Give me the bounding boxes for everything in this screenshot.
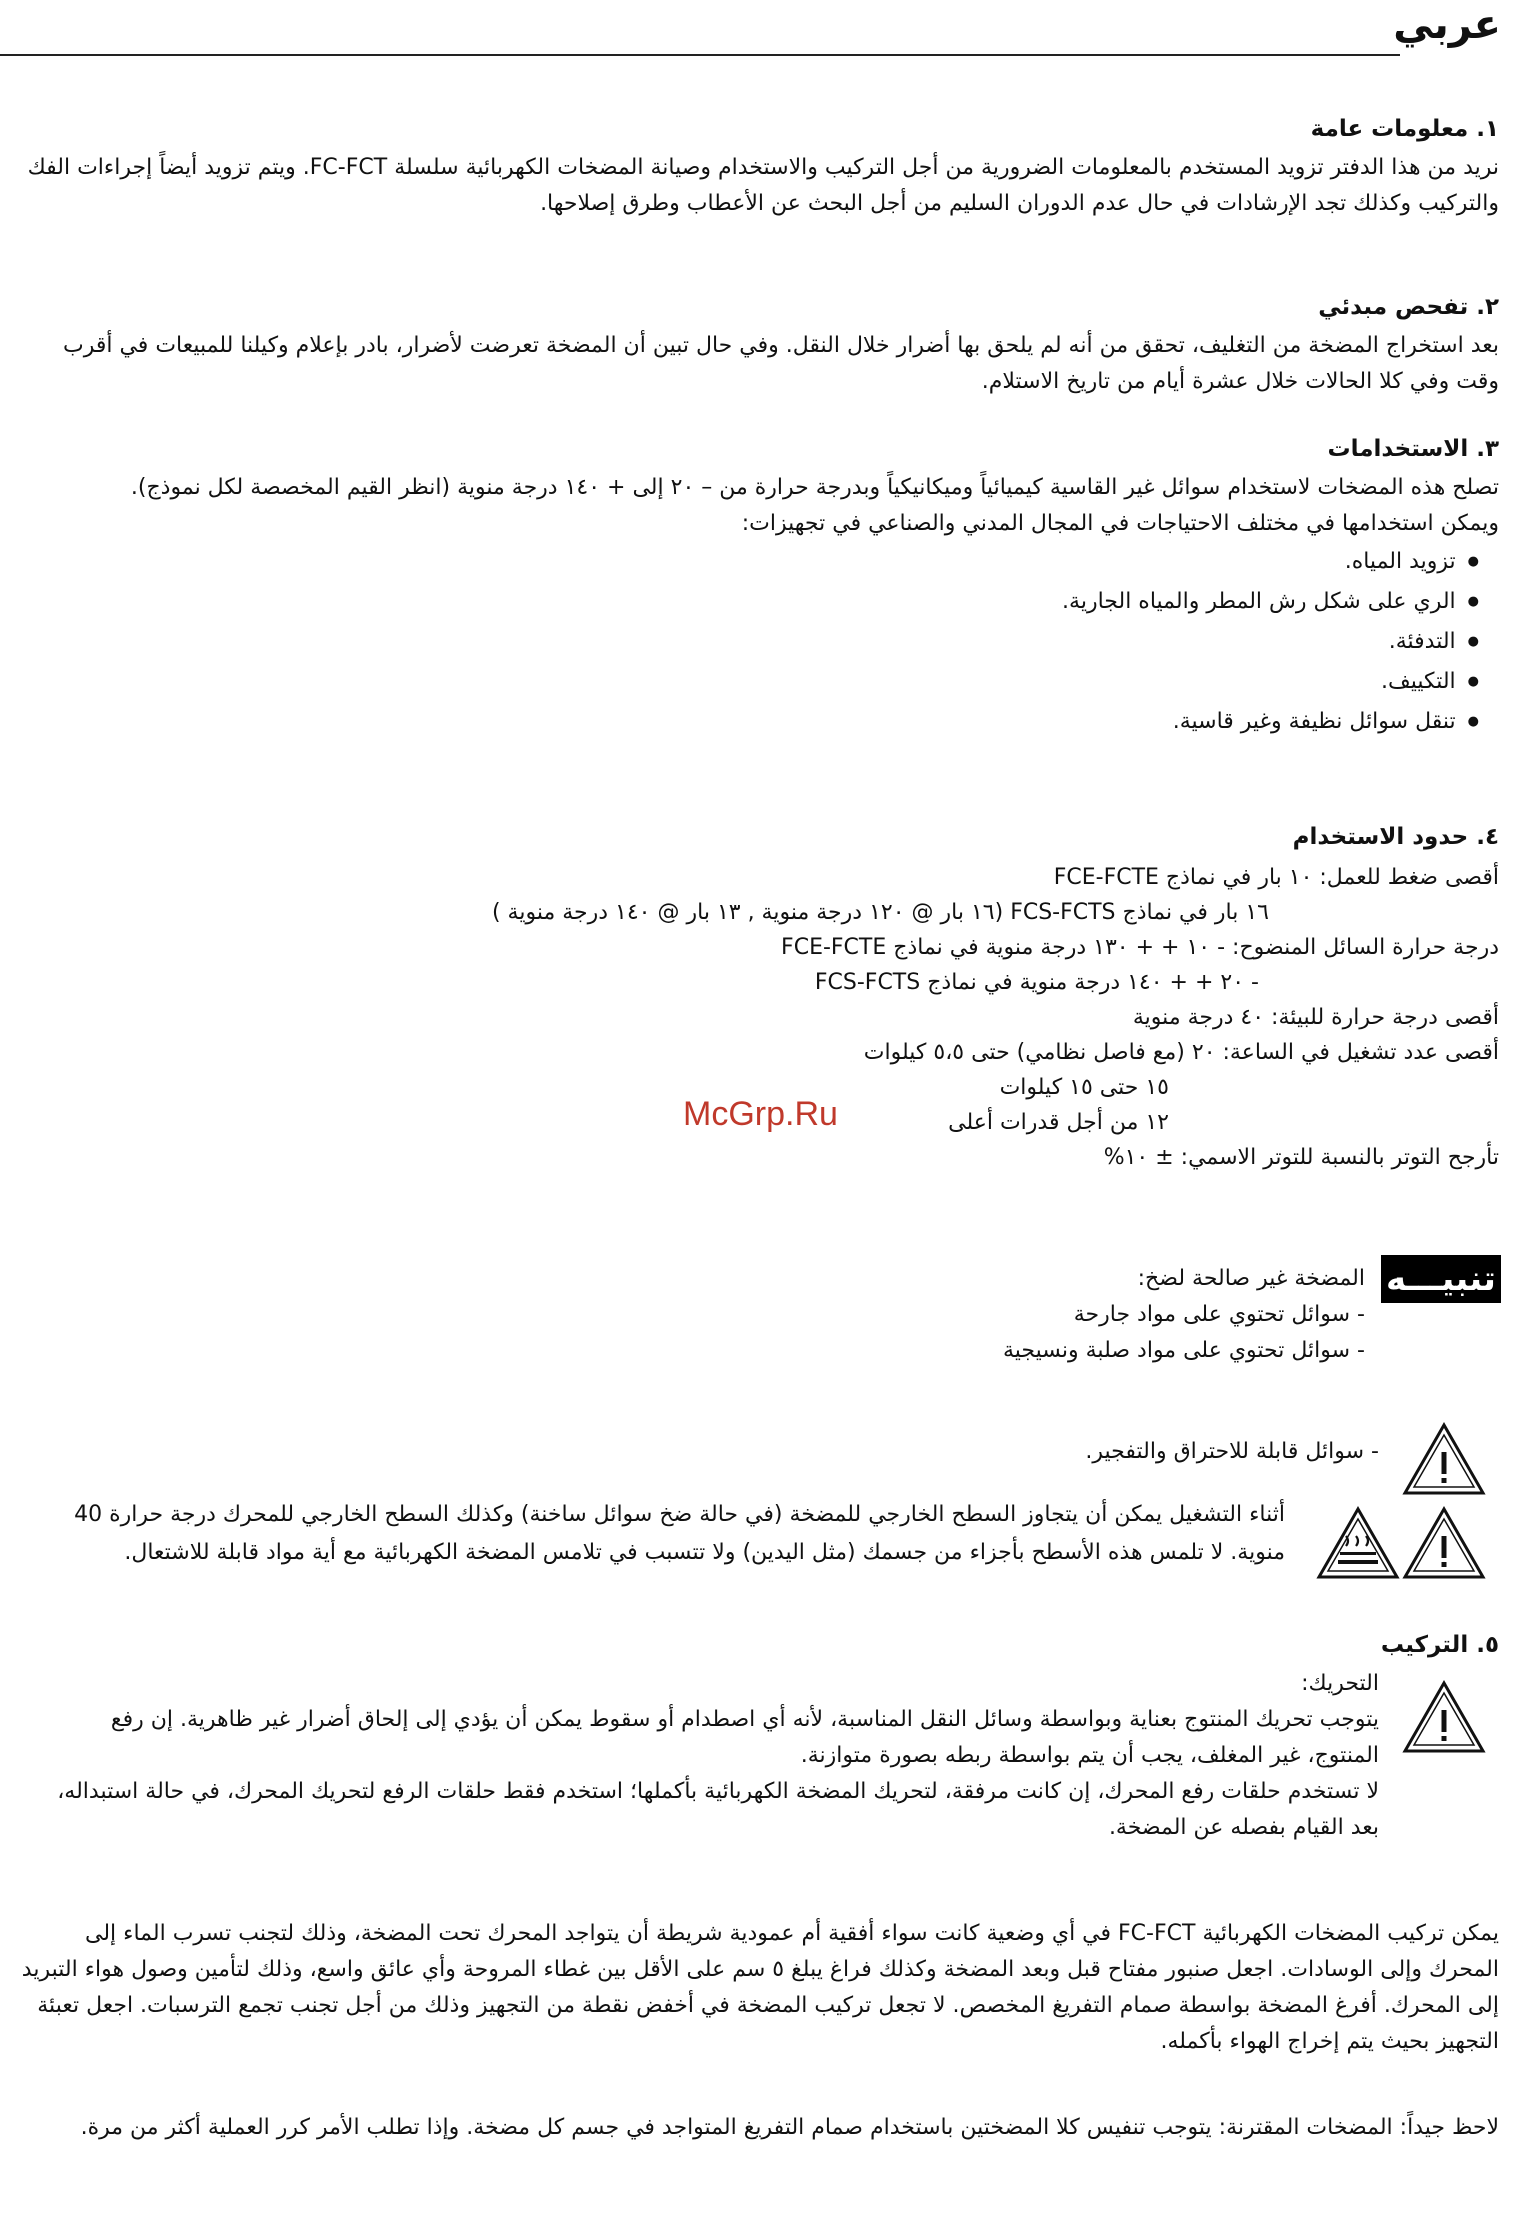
limit-line: ١٦ بار في نماذج FCS-FCTS (١٦ بار @ ١٢٠ درجة منوية , ١٣ بار @ ١٤٠ درجة منوية )	[491, 900, 1269, 925]
list-item: ● الري على شكل رش المطر والمياه الجارية.	[19, 582, 1479, 622]
section-uses	[19, 432, 1499, 742]
list-item: ● تزويد المياه.	[19, 542, 1479, 582]
caution-badge: تنبيـــه	[1381, 1255, 1501, 1303]
section-body: تصلح هذه المضخات لاستخدام سوائل غير القاسية كيميائياً وميكانيكياً وبدرجة حرارة من – ٢٠ إلى + ١٤٠ درجة منوية (انظر القيم المخصصة لكل نموذج).	[130, 475, 1499, 500]
caution-line: - سوائل تحتوي على مواد جارحة	[1073, 1302, 1365, 1327]
list-item: ● التكييف.	[19, 662, 1479, 702]
section-title: ٥. التركيب	[1380, 1632, 1499, 1658]
limit-line: أقصى عدد تشغيل في الساعة: ٢٠ (مع فاصل نظامي) حتى ٥،٥ كيلوات	[863, 1040, 1499, 1065]
limit-line: ١٥ حتى ١٥ كيلوات	[999, 1075, 1169, 1100]
watermark: McGrp.Ru	[683, 1095, 838, 1133]
section-body: بعد استخراج المضخة من التغليف، تحقق من أنه لم يلحق بها أضرار خلال النقل. وفي حال تبين أن المضخة تعرضت لأضرار، بادر بإعلام وكيلنا للمبيعات في أقرب وقت وفي كلا الحالات خلال عشرة أيام من تاريخ الاستلام.	[63, 333, 1499, 394]
section-installation-title-wrap	[19, 1628, 1499, 1666]
limit-line: تأرجح التوتر بالنسبة للتوتر الاسمي: ± ١٠%	[1103, 1145, 1499, 1170]
language-label: عربي	[1393, 2, 1501, 48]
limit-line: أقصى ضغط للعمل: ١٠ بار في نماذج FCE-FCTE	[1053, 865, 1499, 890]
moving-instructions	[39, 1666, 1379, 1846]
limit-line: درجة حرارة السائل المنضوح: - ١٠ + + ١٣٠ درجة منوية في نماذج FCE-FCTE	[781, 935, 1499, 960]
hot-surface-warning	[35, 1496, 1285, 1572]
warning-text: أثناء التشغيل يمكن أن يتجاوز السطح الخارجي للمضخة (في حالة ضخ سوائل ساخنة) وكذلك السطح الخارجي للمحرك درجة حرارة 40 منوية. لا تلمس هذه الأسطح بأجزاء من جسمك (مثل اليدين) ولا تتسبب في تلامس المضخة الكهربائية مع أية مواد قابلة للاشتعال.	[74, 1502, 1285, 1565]
limit-line: ١٢ من أجل قدرات أعلى	[948, 1110, 1169, 1135]
hot-surface-icon	[1316, 1506, 1400, 1580]
limit-line: أقصى درجة حرارة للبيئة: ٤٠ درجة منوية	[1132, 1005, 1499, 1030]
moving-text: يتوجب تحريك المنتوج بعناية وبواسطة وسائل النقل المناسبة، لأنه أي اصطدام أو سقوط يمكن أن يؤدي إلى إلحاق أضرار غير ظاهرية. إن رفع المنتوج، غير المغلف، يجب أن يتم بواسطة ربطه بصورة متوازنة.	[110, 1707, 1379, 1768]
limit-line: - ٢٠ + + ١٤٠ درجة منوية في نماذج FCS-FCTS	[814, 970, 1259, 995]
caution-line: المضخة غير صالحة لضخ:	[1137, 1266, 1365, 1291]
warning-triangle-icon	[1402, 1506, 1486, 1580]
section-body: نريد من هذا الدفتر تزويد المستخدم بالمعلومات الضرورية من أجل التركيب والاستخدام وصيانة المضخات الكهربائية سلسلة FC-FCT. ويتم تزويد أيضاً إجراءات الفك والتركيب وكذلك تجد الإرشادات في حال عدم الدوران السليم من أجل البحث عن الأعطاب وطرق إصلاحها.	[27, 155, 1499, 216]
section-body: لاحظ جيداً: المضخات المقترنة: يتوجب تنفيس كلا المضختين باستخدام صمام التفريغ المتواجد في جسم كل مضخة. وإذا تطلب الأمر كرر العملية أكثر من مرة.	[80, 2115, 1499, 2140]
paired-pumps-note	[19, 2110, 1499, 2146]
uses-list	[19, 542, 1499, 742]
moving-label: التحريك:	[1301, 1671, 1379, 1696]
section-body: ويمكن استخدامها في مختلف الاحتياجات في المجال المدني والصناعي في تجهيزات:	[741, 511, 1499, 536]
top-divider	[0, 54, 1400, 56]
warning-triangle-icon	[1402, 1680, 1486, 1754]
installation-position-text	[19, 1916, 1499, 2060]
flammable-warning	[179, 1432, 1379, 1472]
section-usage-limits-title-wrap	[19, 820, 1499, 858]
warning-triangle-icon	[1402, 1422, 1486, 1496]
caution-line: - سوائل تحتوي على مواد صلبة ونسيجية	[1003, 1338, 1365, 1363]
section-title: ٢. تفحص مبدئي	[1318, 294, 1499, 320]
section-initial-inspection	[19, 290, 1499, 400]
warning-text: - سوائل قابلة للاحتراق والتفجير.	[1085, 1439, 1379, 1464]
section-title: ٣. الاستخدامات	[1327, 436, 1499, 462]
caution-text	[1003, 1261, 1365, 1369]
moving-text: لا تستخدم حلقات رفع المحرك، إن كانت مرفقة، لتحريك المضخة الكهربائية بأكملها؛ استخدم فقط حلقات الرفع لتحريك المحرك، في حالة استبداله، بعد القيام بفصله عن المضخة.	[57, 1779, 1379, 1840]
section-title: ١. معلومات عامة	[1310, 116, 1499, 142]
section-body: يمكن تركيب المضخات الكهربائية FC-FCT في أي وضعية كانت سواء أفقية أم عمودية شريطة أن يتواجد المحرك تحت المضخة، وذلك لتجنب تسرب الماء إلى المحرك وإلى الوسادات. اجعل صنبور مفتاح قبل وبعد المضخة وكذلك فراغ يبلغ ٥ سم على الأقل بين غطاء المروحة وأي عائق واسع، وذلك لتأمين وصول هواء التبريد إلى المحرك. أفرغ المضخة بواسطة صمام التفريغ المخصص. لا تجعل تركيب المضخة في أخفض نقطة من التجهيز وذلك من أجل تجنب تجمع الترسبات. اجعل تعبئة التجهيز بحيث يتم إخراج الهواء بأكمله.	[21, 1921, 1499, 2054]
list-item: ● تنقل سوائل نظيفة وغير قاسية.	[19, 702, 1479, 742]
section-title: ٤. حدود الاستخدام	[1292, 824, 1499, 850]
section-general-info	[19, 112, 1499, 222]
list-item: ● التدفئة.	[19, 622, 1479, 662]
